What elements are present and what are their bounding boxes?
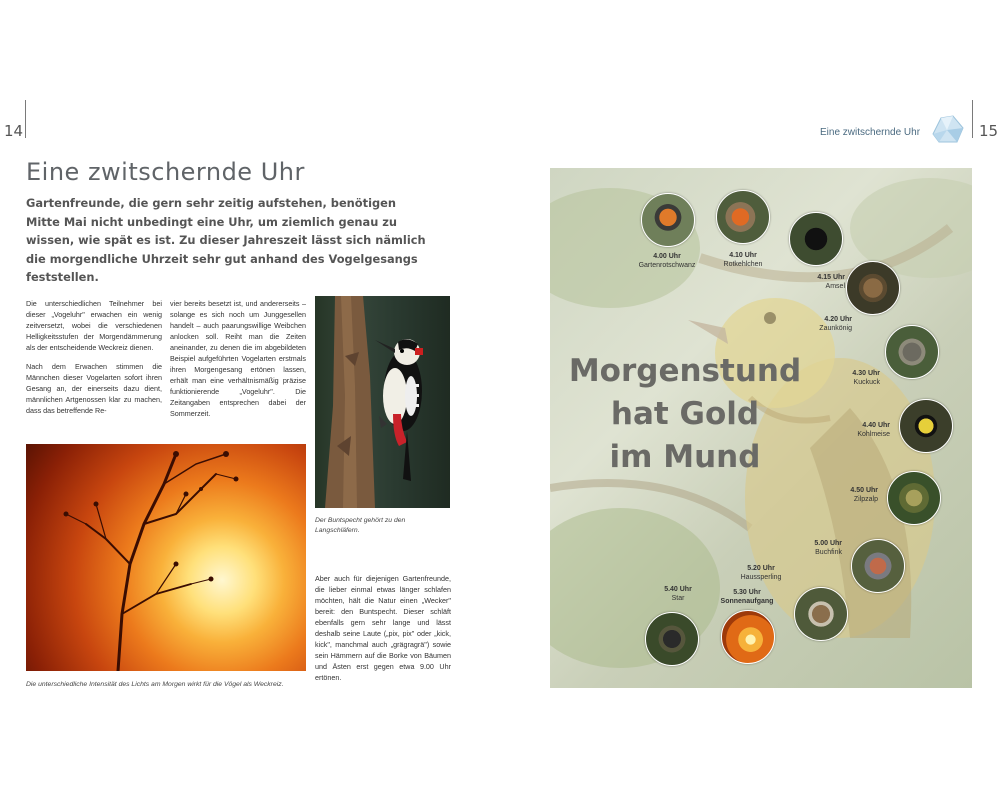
woodpecker-illustration	[315, 296, 450, 508]
intro-paragraph: Gartenfreunde, die gern sehr zeitig aufstehen, benötigen Mitte Mai nicht unbedingt eine Uhr, um ziemlich genau zu wissen, wie spät es ist. Zu dieser Jahreszeit lässt sich nämlich die morgendliche Uhrzeit sehr gut anhand des Vogelgesangs feststellen.	[26, 196, 426, 284]
column-1-paragraph-1: Die unterschiedlichen Teilnehmer bei dieser „Vogeluhr" erwachen ein wenig zeitversetzt, wobei die verschiedenen Helligkeitsstufen der Morgendämmerung als der entscheidende Weckreiz dienen.	[26, 299, 162, 352]
bird-photo-gartenrotschwanz	[641, 193, 695, 247]
bird-photo-star	[645, 612, 699, 666]
bird-label-zilpzalp: 4.50 Uhr Zilpzalp	[850, 487, 878, 503]
text-column-1	[26, 298, 162, 424]
bird-label-zaunkoenig: 4.20 Uhr Zaunkönig	[819, 316, 852, 332]
bird-label-amsel: 4.15 Uhr Amsel	[817, 274, 845, 290]
bird-photo-kohlmeise	[899, 399, 953, 453]
bird-label-gartenrotschwanz: 4.00 Uhr Gartenrotschwanz	[638, 253, 696, 269]
bird-label-buchfink: 5.00 Uhr Buchfink	[814, 540, 842, 556]
text-column-2	[170, 298, 306, 427]
woodpecker-photo	[315, 296, 450, 508]
sunset-caption: Die unterschiedliche Intensität des Lichts am Morgen wirkt für die Vögel als Weckreiz.	[26, 681, 284, 688]
bird-photo-haussperling	[794, 587, 848, 641]
text-column-3	[315, 573, 451, 691]
bird-label-star: 5.40 Uhr Star	[664, 586, 692, 602]
page-number-right: 15	[979, 122, 999, 140]
bird-photo-kuckuck	[885, 325, 939, 379]
column-3-paragraph-1: Aber auch für diejenigen Gartenfreunde, die lieber einmal etwas länger schlafen möchten, hält die Natur einen „Wecker" bereit: den Buntspecht. Dieser schläft ebenfalls gern sehr lange und lässt deshalb seine Laute („pix, pix" oder „kick, kick", manchmal auch „grägragrä") sowie sein Hämmern auf die Borke von Bäumen und Ästen erst gegen etwa 9.00 Uhr ertönen.	[315, 574, 451, 682]
bird-label-kuckuck: 4.30 Uhr Kuckuck	[852, 370, 880, 386]
bird-photo-rotkehlchen	[716, 190, 770, 244]
slogan-line-2: hat Gold	[610, 396, 760, 432]
page-number-divider-left	[25, 100, 26, 138]
page-number-left: 14	[4, 122, 24, 140]
page-number-divider-right	[972, 100, 973, 138]
branch-silhouette	[26, 444, 306, 671]
bird-label-kohlmeise: 4.40 Uhr Kohlmeise	[857, 422, 890, 438]
bird-label-sonnenaufgang: 5.30 Uhr Sonnenaufgang	[720, 589, 774, 605]
sunset-photo	[26, 444, 306, 671]
bird-label-rotkehlchen: 4.10 Uhr Rotkehlchen	[723, 252, 763, 268]
bird-photo-amsel	[789, 212, 843, 266]
slogan-line-3: im Mund	[609, 439, 761, 475]
slogan	[560, 350, 810, 479]
bird-label-haussperling: 5.20 Uhr Haussperling	[740, 565, 782, 581]
slogan-line-1: Morgenstund	[568, 353, 802, 389]
woodpecker-caption: Der Buntspecht gehört zu den Langschläfern.	[315, 517, 406, 534]
column-2-paragraph-1: vier bereits besetzt ist, und andererseits – solange es sich noch um Junggesellen handelt – auch paarungswillige Weibchen anlocken soll. Reiht man die Zeiten aneinander, zu denen die im abgebildeten Beispiel aufgeführten Vogelarten erstmals ihren Morgengesang ertönen lassen, erhält man eine verhältnismäßig präzise funktionierende „Vogeluhr". Die Zeitangaben entsprechen dabei der Sommerzeit.	[170, 299, 306, 418]
bird-photo-zilpzalp	[887, 471, 941, 525]
bird-photo-buchfink	[851, 539, 905, 593]
page-title: Eine zwitschernde Uhr	[26, 158, 305, 186]
crystal-logo-icon	[929, 114, 965, 144]
column-1-paragraph-2: Nach dem Erwachen stimmen die Männchen dieser Vogelarten sofort ihren Gesang an, der einerseits dazu dient, männlichen Artgenossen klar zu machen, dass das betreffende Re-	[26, 362, 162, 415]
bird-photo-zaunkoenig	[846, 261, 900, 315]
bird-photo-sonnenaufgang	[721, 610, 775, 664]
running-head: Eine zwitschernde Uhr	[820, 127, 921, 138]
